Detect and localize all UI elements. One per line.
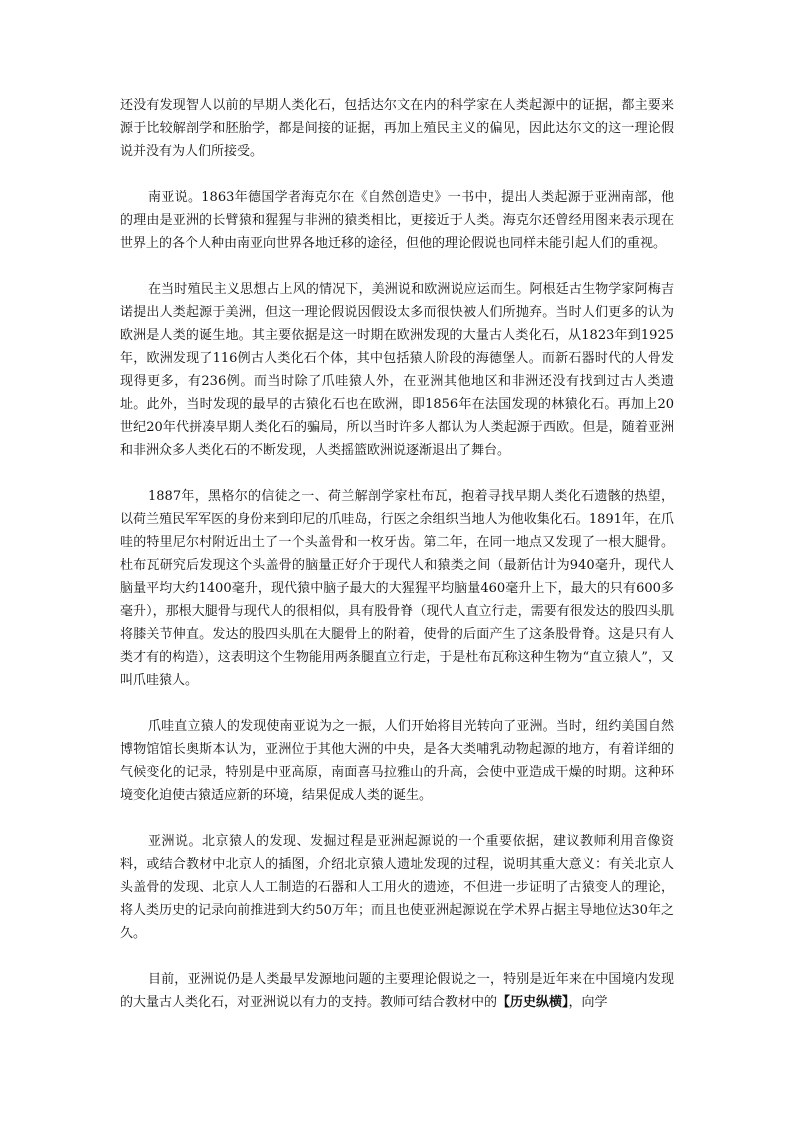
paragraph-5: 爪哇直立猿人的发现使南亚说为之一振，人们开始将目光转向了亚洲。当时，纽约美国自然博物馆馆长奥斯本认为，亚洲位于其他大洲的中央，是各大类哺乳动物起源的地方，有着详细的气候变化的记录，特别是中亚高原，南面喜马拉雅山的升高，会使中亚造成干燥的时期。这种环境变化迫使古猿适应新的环境，结果促成人类的诞生。 xyxy=(120,719,674,803)
paragraph-6: 亚洲说。北京猿人的发现、发掘过程是亚洲起源说的一个重要依据，建议教师利用音像资料，或结合教材中北京人的插图，介绍北京猿人遗址发现的过程，说明其重大意义：有关北京人头盖骨的发现、北京人人工制造的石器和人工用火的遗迹，不但进一步证明了古猿变人的理论，将人类历史的记录向前推进到大约50万年；而且也使亚洲起源说在学术界占据主导地位达30年之久。 xyxy=(120,834,674,941)
paragraph-7-text-after: ，向学 xyxy=(568,995,608,1010)
paragraph-7-text-before: 目前，亚洲说仍是人类最早发源地问题的主要理论假说之一，特别是近年来在中国境内发现的大量古人类化石，对亚洲说以有力的支持。教师可结合教材中的 xyxy=(120,972,674,1010)
paragraph-2: 南亚说。1863年德国学者海克尔在《自然创造史》一书中，提出人类起源于亚洲南部，他的理由是亚洲的长臂猿和猩猩与非洲的猿类相比，更接近于人类。海克尔还曾经用图来表示现在世界上的各个人种由南亚向世界各地迁移的途径，但他的理论假说也同样未能引起人们的重视。 xyxy=(120,190,674,251)
document-page xyxy=(120,94,674,1037)
paragraph-3: 在当时殖民主义思想占上风的情况下，美洲说和欧洲说应运而生。阿根廷古生物学家阿梅吉诺提出人类起源于美洲，但这一理论假说因假设太多而很快被人们所抛弃。当时人们更多的认为欧洲是人类的诞生地。其主要依据是这一时期在欧洲发现的大量古人类化石，从1823年到1925年，欧洲发现了116例古人类化石个体，其中包括猿人阶段的海德堡人。而新石器时代的人骨发现得更多，有236例。而当时除了爪哇猿人外，在亚洲其他地区和非洲还没有找到过古人类遗址。此外，当时发现的最早的古猿化石也在欧洲，即1856年在法国发现的林猿化石。再加上20世纪20年代拼凑早期人类化石的骗局，所以当时许多人都认为人类起源于西欧。但是，随着亚洲和非洲众多人类化石的不断发现，人类摇篮欧洲说逐渐退出了舞台。 xyxy=(120,282,674,458)
paragraph-7 xyxy=(120,968,674,1014)
paragraph-4: 1887年，黑格尔的信徒之一、荷兰解剖学家杜布瓦，抱着寻找早期人类化石遗骸的热望，以荷兰殖民军军医的身份来到印尼的爪哇岛，行医之余组织当地人为他收集化石。1891年，在爪哇的特里尼尔村附近出土了一个头盖骨和一枚牙齿。第二年，在同一地点又发现了一根大腿骨。杜布瓦研究后发现这个头盖骨的脑量正好介于现代人和猿类之间（最新估计为940毫升，现代人脑量平均大约1400毫升，现代猿中脑子最大的大猩猩平均脑量460毫升上下，最大的只有600多毫升），那根大腿骨与现代人的很相似，具有股骨脊（现代人直立行走，需要有很发达的股四头肌将膝关节伸直。发达的股四头肌在大腿骨上的附着，使骨的后面产生了这条股骨脊。这是只有人类才有的构造），这表明这个生物能用两条腿直立行走，于是杜布瓦称这种生物为“直立猿人”，又叫爪哇猿人。 xyxy=(120,489,674,688)
history-column-reference: 【历史纵横】 xyxy=(497,995,569,1010)
paragraph-1: 还没有发现智人以前的早期人类化石，包括达尔文在内的科学家在人类起源中的证据，都主要来源于比较解剖学和胚胎学，都是间接的证据，再加上殖民主义的偏见，因此达尔文的这一理论假说并没有为人们所接受。 xyxy=(120,98,674,159)
